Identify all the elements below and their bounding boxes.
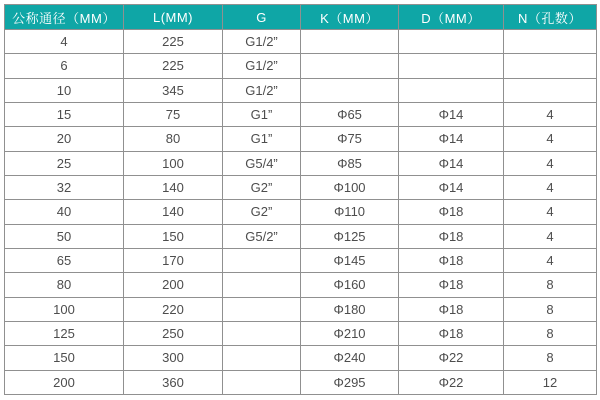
table-cell: 100: [124, 151, 223, 175]
table-cell: Φ18: [399, 200, 504, 224]
table-cell: 50: [5, 224, 124, 248]
table-cell: Φ18: [399, 273, 504, 297]
table-cell: G2”: [223, 175, 301, 199]
table-cell: 6: [5, 54, 124, 78]
column-header: L(MM): [124, 5, 223, 30]
table-cell: Φ14: [399, 175, 504, 199]
column-header: G: [223, 5, 301, 30]
table-row: [5, 30, 597, 54]
table-cell: 15: [5, 102, 124, 126]
table-cell: Φ14: [399, 127, 504, 151]
table-cell: Φ22: [399, 370, 504, 394]
table-cell: 8: [504, 321, 597, 345]
table-cell: [223, 321, 301, 345]
table-cell: Φ295: [301, 370, 399, 394]
table-cell: [301, 54, 399, 78]
table-cell: 300: [124, 346, 223, 370]
table-cell: [504, 54, 597, 78]
table-cell: 10: [5, 78, 124, 102]
table-cell: Φ18: [399, 224, 504, 248]
table-cell: 360: [124, 370, 223, 394]
table-cell: 4: [504, 102, 597, 126]
table-body: [5, 30, 597, 395]
table-row: [5, 175, 597, 199]
table-cell: Φ160: [301, 273, 399, 297]
table-cell: [223, 346, 301, 370]
table-cell: Φ75: [301, 127, 399, 151]
table-cell: 4: [5, 30, 124, 54]
table-cell: [223, 297, 301, 321]
table-cell: G1/2”: [223, 54, 301, 78]
table-cell: 80: [124, 127, 223, 151]
table-cell: [223, 370, 301, 394]
table-cell: 170: [124, 248, 223, 272]
table-cell: [504, 30, 597, 54]
table-cell: 140: [124, 200, 223, 224]
table-row: [5, 370, 597, 394]
table-cell: Φ14: [399, 102, 504, 126]
table-cell: 4: [504, 151, 597, 175]
table-cell: Φ100: [301, 175, 399, 199]
table-cell: 345: [124, 78, 223, 102]
table-cell: 4: [504, 175, 597, 199]
table-cell: 25: [5, 151, 124, 175]
table-row: [5, 346, 597, 370]
table-cell: G1/2”: [223, 78, 301, 102]
table-cell: 4: [504, 200, 597, 224]
table-cell: 125: [5, 321, 124, 345]
table-cell: Φ65: [301, 102, 399, 126]
table-cell: G1/2”: [223, 30, 301, 54]
table-cell: [301, 30, 399, 54]
table-cell: 140: [124, 175, 223, 199]
table-cell: G1”: [223, 127, 301, 151]
table-row: [5, 200, 597, 224]
table-cell: [399, 30, 504, 54]
table-row: [5, 54, 597, 78]
table-cell: 200: [124, 273, 223, 297]
table-row: [5, 151, 597, 175]
column-header: K（MM）: [301, 5, 399, 30]
table-cell: Φ22: [399, 346, 504, 370]
table-cell: [504, 78, 597, 102]
table-cell: 200: [5, 370, 124, 394]
table-cell: 32: [5, 175, 124, 199]
column-header: N（孔数）: [504, 5, 597, 30]
table-cell: 225: [124, 30, 223, 54]
table-cell: Φ14: [399, 151, 504, 175]
table-header: [5, 5, 597, 30]
table-cell: 4: [504, 248, 597, 272]
table-row: [5, 127, 597, 151]
table-cell: 4: [504, 127, 597, 151]
table-cell: 12: [504, 370, 597, 394]
table-cell: Φ110: [301, 200, 399, 224]
table-cell: 8: [504, 346, 597, 370]
table-cell: Φ18: [399, 297, 504, 321]
table-cell: Φ85: [301, 151, 399, 175]
table-cell: Φ125: [301, 224, 399, 248]
table-cell: 220: [124, 297, 223, 321]
column-header: D（MM）: [399, 5, 504, 30]
table-row: [5, 102, 597, 126]
table-row: [5, 321, 597, 345]
table-cell: 150: [124, 224, 223, 248]
table-row: [5, 273, 597, 297]
table-row: [5, 224, 597, 248]
table-cell: Φ210: [301, 321, 399, 345]
table-cell: [223, 273, 301, 297]
table-cell: [301, 78, 399, 102]
table-cell: Φ180: [301, 297, 399, 321]
table-cell: G5/4”: [223, 151, 301, 175]
table-cell: 65: [5, 248, 124, 272]
table-row: [5, 297, 597, 321]
table-cell: [399, 54, 504, 78]
table-cell: 20: [5, 127, 124, 151]
dimension-spec-table: [4, 4, 597, 395]
table-cell: [399, 78, 504, 102]
table-cell: [223, 248, 301, 272]
table-cell: G2”: [223, 200, 301, 224]
table-cell: Φ240: [301, 346, 399, 370]
table-cell: 8: [504, 273, 597, 297]
table-cell: Φ145: [301, 248, 399, 272]
table-row: [5, 248, 597, 272]
table-cell: 4: [504, 224, 597, 248]
table-cell: 225: [124, 54, 223, 78]
table-row: [5, 78, 597, 102]
table-cell: 150: [5, 346, 124, 370]
table-cell: 100: [5, 297, 124, 321]
table-cell: 8: [504, 297, 597, 321]
table-cell: G1”: [223, 102, 301, 126]
column-header: 公称通径（MM）: [5, 5, 124, 30]
table-cell: 75: [124, 102, 223, 126]
table-cell: 250: [124, 321, 223, 345]
header-row: [5, 5, 597, 30]
table-cell: 40: [5, 200, 124, 224]
table-cell: G5/2”: [223, 224, 301, 248]
table-cell: 80: [5, 273, 124, 297]
table-cell: Φ18: [399, 248, 504, 272]
table-cell: Φ18: [399, 321, 504, 345]
